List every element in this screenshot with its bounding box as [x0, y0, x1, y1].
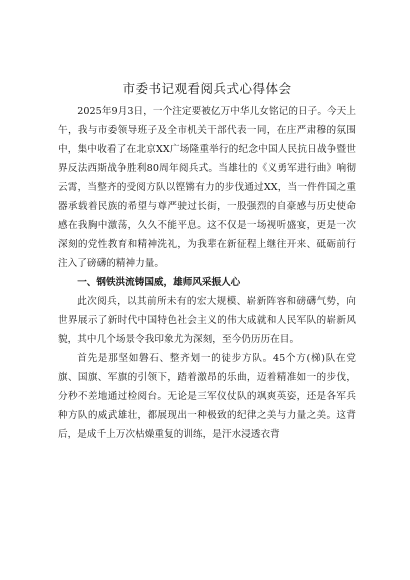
intro-paragraph: 2025年9月3日，一个注定要被亿万中华儿女铭记的日子。今天上午，我与市委领导班子及全市机关干部代表一同，在庄严肃穆的氛围中，集中收看了在北京XX广场隆重举行的纪念中国人民抗日战争暨世界反法西斯战争胜利80周年阅兵式。当雄壮的《义勇军进行曲》响彻云霄，当整齐的受阅方队以铿锵有力的步伐通过XX，当一件件国之重器承载着民族的希望与尊严驶过长街，一股强烈的自豪感与历史使命感在我胸中激荡，久久不能平息。这不仅是一场视听盛宴，更是一次深刻的党性教育和精神洗礼，为我辈在新征程上继往开来、砥砺前行注入了磅礴的精神力量。	[58, 106, 356, 269]
document-page	[58, 80, 356, 560]
section-paragraph: 此次阅兵，以其前所未有的宏大规模、崭新阵容和磅礴气势，向世界展示了新时代中国特色社会主义的伟大成就和人民军队的崭新风貌，其中几个场景令我印象尤为深刻，至今仍历历在目。	[58, 296, 356, 345]
document-title: 市委书记观看阅兵式心得体会	[122, 81, 292, 96]
section-paragraph: 首先是那坚如磐石、整齐划一的徒步方队。45个方(梯)队在党旗、国旗、军旗的引领下，踏着激昂的乐曲，迈着精准如一的步伐，分秒不差地通过检阅台。无论是三军仪仗队的飒爽英姿，还是各军兵种方队的威武雄壮，都展现出一种极致的纪律之美与力量之美。这背后，是成千上万次枯燥重复的训练，是汗水浸透衣背	[58, 353, 356, 440]
section-heading: 一、钢铁洪流铸国威，雄师风采振人心	[77, 277, 241, 288]
